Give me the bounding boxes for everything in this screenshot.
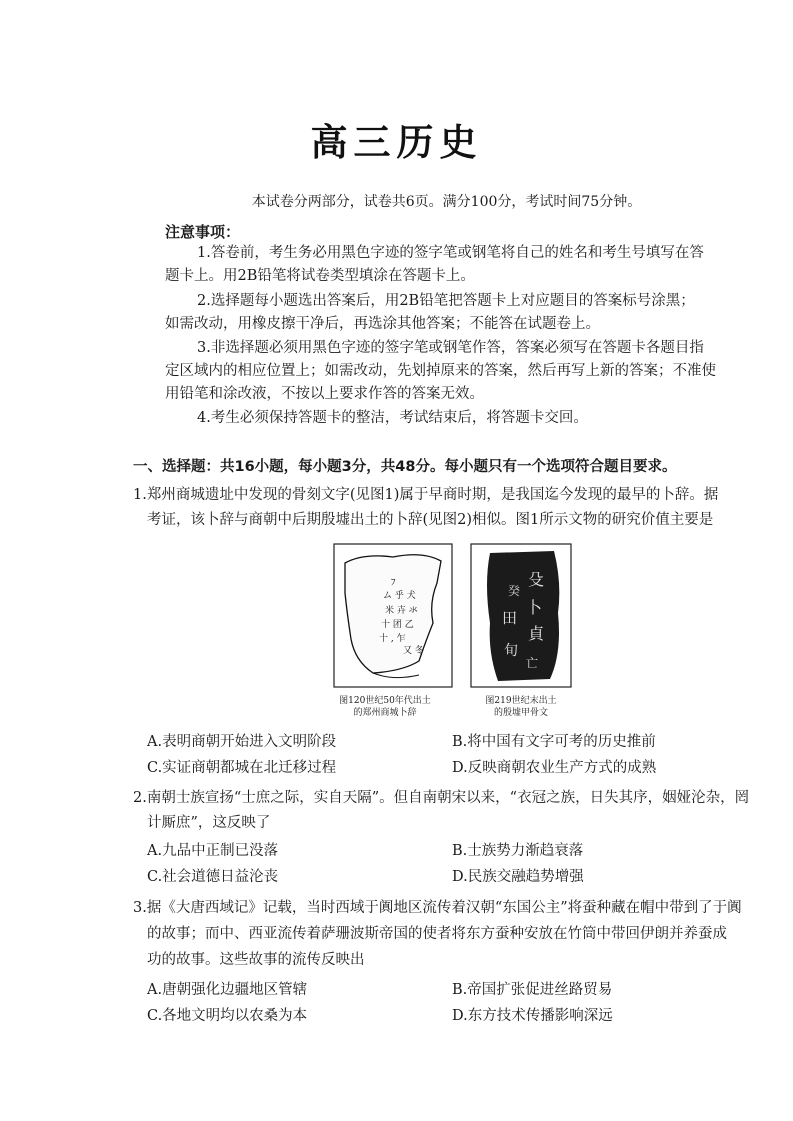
caption-line: 图219世纪末出土 <box>485 696 557 706</box>
svg-text:癸: 癸 <box>508 584 521 598</box>
notice-line: 定区域内的相应位置上；如需改动，先划掉原来的答案，然后再写上新的答案；不准使 <box>165 363 716 379</box>
question-3-option-d: D.东方技术传播影响深远 <box>452 1008 613 1024</box>
svg-text:十 , 乍: 十 , 乍 <box>379 634 406 644</box>
caption-line: 的郑州商城卜辞 <box>353 708 417 718</box>
question-3-line: 的故事；而中、西亚流传着萨珊波斯帝国的使者将东方蚕种安放在竹筒中带回伊朗并养蚕成 <box>147 926 727 942</box>
notice-line: 如需改动，用橡皮擦干净后，再选涂其他答案；不能答在试题卷上。 <box>165 316 600 332</box>
question-3-line: 3.据《大唐西域记》记载，当时西域于阗地区流传着汉朝“东国公主”将蚕种藏在帽中带到了于阗 <box>133 900 742 916</box>
notice-line: 用铅笔和涂改液，不按以上要求作答的答案无效。 <box>165 386 484 402</box>
svg-text:卜: 卜 <box>526 598 543 617</box>
question-2-option-b: B.士族势力渐趋衰落 <box>452 843 584 859</box>
svg-text:殳: 殳 <box>528 570 545 589</box>
figure-2-oracle-bone-image <box>470 543 572 692</box>
question-2-option-c: C.社会道德日益沦丧 <box>147 869 279 885</box>
question-1-option-d: D.反映商朝农业生产方式的成熟 <box>452 760 657 776</box>
question-1-option-c: C.实证商朝都城在北迁移过程 <box>147 760 337 776</box>
svg-text:十 团 乙: 十 团 乙 <box>381 620 414 630</box>
question-2-line: 2.南朝士族宣扬“士庶之际，实自天隔”。但自南朝宋以来，“衣冠之族，日失其序，姻娅沦杂，罔 <box>133 790 750 806</box>
svg-text:貞: 貞 <box>528 624 545 643</box>
notice-heading: 注意事项： <box>165 223 241 241</box>
question-2-option-d: D.民族交融趋势增强 <box>452 869 584 885</box>
exam-title: 高三历史 <box>310 121 483 164</box>
question-1-line: 考证，该卜辞与商朝中后期殷墟出土的卜辞(见图2)相似。图1所示文物的研究价值主要是 <box>147 512 714 528</box>
notice-line: 2.选择题每小题选出答案后，用2B铅笔把答题卡上对应题目的答案标号涂黑； <box>197 293 695 309</box>
figure-2-caption <box>451 695 591 719</box>
question-3-option-c: C.各地文明均以农桑为本 <box>147 1008 308 1024</box>
question-3-option-b: B.帝国扩张促进丝路贸易 <box>452 982 613 998</box>
question-3-option-a: A.唐朝强化边疆地区管辖 <box>147 982 308 998</box>
exam-meta: 本试卷分两部分，试卷共6页。满分100分，考试时间75分钟。 <box>251 194 642 210</box>
svg-text:旬: 旬 <box>504 643 518 659</box>
question-1-option-a: A.表明商朝开始进入文明阶段 <box>147 734 337 750</box>
caption-line: 的殷墟甲骨文 <box>493 708 548 718</box>
figure-1-caption <box>315 695 455 719</box>
svg-text:田: 田 <box>502 609 518 627</box>
question-2-option-a: A.九品中正制已没落 <box>147 843 279 859</box>
svg-text:亡: 亡 <box>526 656 539 670</box>
section-heading: 一、选择题：共16小题，每小题3分，共48分。每小题只有一个选项符合题目要求。 <box>133 459 677 475</box>
svg-text:ム 乎 犬: ム 乎 犬 <box>383 591 416 601</box>
notice-line: 4.考生必须保持答题卡的整洁，考试结束后，将答题卡交回。 <box>197 410 588 426</box>
question-1-option-b: B.将中国有文字可考的历史推前 <box>452 734 656 750</box>
notice-line: 1.答卷前，考生务必用黑色字迹的签字笔或钢笔将自己的姓名和考生号填写在答 <box>197 245 704 261</box>
svg-text:ﾌ: ﾌ <box>391 578 396 588</box>
question-1-line: 1.郑州商城遗址中发现的骨刻文字(见图1)属于早商时期，是我国迄今发现的最早的卜辞。据 <box>133 487 719 503</box>
svg-text:又 冬: 又 冬 <box>403 646 424 656</box>
question-2-line: 计厮庶”，这反映了 <box>147 815 271 831</box>
notice-line: 3.非选择题必须用黑色字迹的签字笔或钢笔作答，答案必须写在答题卡各题目指 <box>197 340 704 356</box>
caption-line: 图120世纪50年代出土 <box>339 696 431 706</box>
question-3-line: 功的故事。这些故事的流传反映出 <box>147 952 365 968</box>
svg-text:米 卉 氺: 米 卉 氺 <box>385 606 418 616</box>
notice-line: 题卡上。用2B铅笔将试卷类型填涂在答题卡上。 <box>165 268 475 284</box>
figure-1-oracle-bone-image <box>333 543 453 692</box>
